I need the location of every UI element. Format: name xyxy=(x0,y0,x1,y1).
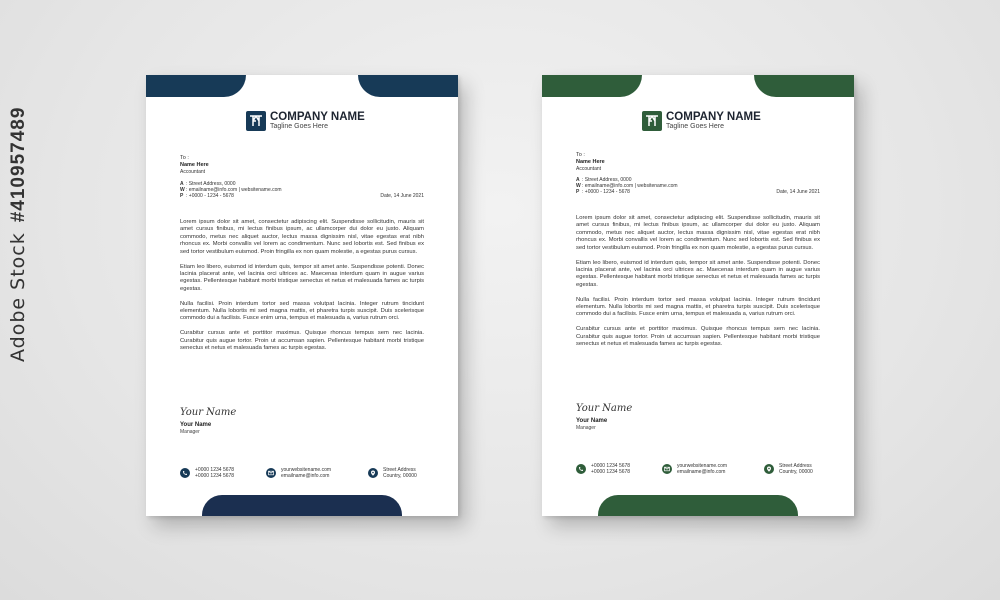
letter-body xyxy=(180,219,424,360)
signer-name: Your Name xyxy=(180,422,212,428)
phone-icon xyxy=(576,464,586,474)
signer-role: Manager xyxy=(576,425,596,431)
recipient-phone: : +0000 - 1234 - 5678 xyxy=(186,193,234,200)
footer-phone-line-1: +0000 1234 5678 xyxy=(591,463,631,469)
company-tagline: Tagline Goes Here xyxy=(270,123,328,130)
company-brand xyxy=(642,111,822,133)
phone-key: P xyxy=(576,189,580,196)
email-icon xyxy=(266,468,276,478)
stock-logo-text: Adobe Stock xyxy=(7,232,29,362)
company-logo-icon xyxy=(246,111,266,131)
company-logo-icon xyxy=(642,111,662,131)
recipient-contact xyxy=(180,181,282,200)
paragraph: Nulla facilisi. Proin interdum tortor sed massa volutpat lacinia. Integer rutrum tincidunt elementum. Nulla lobortis mi sed magna mattis, et pharetra turpis suscipit. Duis scelerisque commodo dui a facilisis. Fusce enim urna, tempus et malesuada a, varius rutrum orci. xyxy=(576,296,820,318)
paragraph: Lorem ipsum dolor sit amet, consectetur adipiscing elit. Suspendisse sollicitudin, mauris sit amet cursus finibus, mi lectus finibus ipsum, ac ullamcorper dui dolor eu justo. Aliquam commodo, metus nec aliquet auctor, lectus massa dignissim nisl, vitae egestas erat nibh rhoncus ex. Morbi convallis vel lorem ac condimentum. Nunc sed lobortis est. Sed finibus ex sed tortor vestibulum euismod. Proin fringilla ex non quam molestie, a egestas purus cursus. xyxy=(576,215,820,251)
signature: Your Name xyxy=(576,403,633,414)
paragraph: Lorem ipsum dolor sit amet, consectetur adipiscing elit. Suspendisse sollicitudin, mauris sit amet cursus finibus, mi lectus finibus ipsum, ac ullamcorper dui dolor eu justo. Aliquam commodo, metus nec aliquet auctor, lectus massa dignissim nisl, vitae egestas erat nibh rhoncus ex. Morbi convallis vel lorem ac condimentum. Nunc sed lobortis est. Sed finibus ex sed tortor vestibulum euismod. Proin fringilla ex non quam molestie, a egestas purus cursus. xyxy=(180,219,424,255)
letterhead-green xyxy=(542,75,854,516)
footer-phone-line-2: +0000 1234 5678 xyxy=(591,469,631,475)
signature: Your Name xyxy=(180,407,237,418)
stock-number: #410957489 xyxy=(8,106,29,223)
recipient-contact xyxy=(576,177,678,196)
email-icon xyxy=(662,464,672,474)
stock-watermark-id xyxy=(7,106,30,362)
footer-address-line-2: Country, 00000 xyxy=(383,473,417,479)
letter-date: Date, 14 June 2021 xyxy=(380,193,424,199)
top-right-accent-bar xyxy=(754,75,854,97)
paragraph: Curabitur cursus ante et porttitor maximus. Quisque rhoncus tempus sem nec lacinia. Curabitur quis augue tortor. Proin ut accumsan sapien. Pellentesque habitant morbi tristique senectus et netus et malesuada fames ac turpis egestas. xyxy=(576,326,820,348)
letter-body xyxy=(576,215,820,356)
footer-email: emailname@info.com xyxy=(677,469,726,475)
phone-key: P xyxy=(180,193,184,200)
bottom-accent-pill xyxy=(598,495,798,516)
letter-date: Date, 14 June 2021 xyxy=(776,189,820,195)
top-left-accent-bar xyxy=(542,75,642,97)
web-key: W xyxy=(180,187,185,194)
footer-address-line-1: Street Address xyxy=(383,467,416,473)
recipient-name: Name Here xyxy=(180,162,209,168)
footer-email: emailname@info.com xyxy=(281,473,330,479)
recipient-phone: : +0000 - 1234 - 5678 xyxy=(582,189,630,196)
signer-name: Your Name xyxy=(576,418,608,424)
recipient-web: : emailname@info.com | websitename.com xyxy=(186,187,282,194)
letterhead-navy xyxy=(146,75,458,516)
top-right-accent-bar xyxy=(358,75,458,97)
company-name: COMPANY NAME xyxy=(270,111,365,123)
web-key: W xyxy=(576,183,581,190)
top-left-accent-bar xyxy=(146,75,246,97)
footer-website: yourwebsitename.com xyxy=(281,467,332,473)
address-key: A xyxy=(576,177,580,183)
footer-phone-line-2: +0000 1234 5678 xyxy=(195,473,235,479)
paragraph: Etiam leo libero, euismod id interdum quis, tempor sit amet ante. Suspendisse potenti. Donec lacinia placerat ante, vel lacinia orci ultrices ac. Maecenas interdum quam in augue varius egestas. Pellentesque habitant morbi tristique senectus et netus et malesuada fames ac turpis egestas. xyxy=(576,259,820,288)
to-label: To : xyxy=(180,155,189,161)
paragraph: Curabitur cursus ante et porttitor maximus. Quisque rhoncus tempus sem nec lacinia. Curabitur quis augue tortor. Proin ut accumsan sapien. Pellentesque habitant morbi tristique senectus et netus et malesuada fames ac turpis egestas. xyxy=(180,330,424,352)
signer-role: Manager xyxy=(180,429,200,435)
footer-website: yourwebsitename.com xyxy=(677,463,728,469)
recipient-title: Accountant xyxy=(180,169,206,175)
recipient-name: Name Here xyxy=(576,159,605,165)
footer-phone-line-1: +0000 1234 5678 xyxy=(195,467,235,473)
footer-address-line-2: Country, 00000 xyxy=(779,469,813,475)
recipient-address: : Street Address, 0000 xyxy=(582,177,632,183)
phone-icon xyxy=(180,468,190,478)
to-label: To : xyxy=(576,152,585,158)
company-tagline: Tagline Goes Here xyxy=(666,123,724,130)
address-key: A xyxy=(180,181,184,187)
company-name: COMPANY NAME xyxy=(666,111,761,123)
footer-address-line-1: Street Address xyxy=(779,463,812,469)
recipient-web: : emailname@info.com | websitename.com xyxy=(582,183,678,190)
recipient-title: Accountant xyxy=(576,166,602,172)
location-icon xyxy=(764,464,774,474)
paragraph: Etiam leo libero, euismod id interdum quis, tempor sit amet ante. Suspendisse potenti. Donec lacinia placerat ante, vel lacinia orci ultrices ac. Maecenas interdum quam in augue varius egestas. Pellentesque habitant morbi tristique senectus et netus et malesuada fames ac turpis egestas. xyxy=(180,263,424,292)
recipient-address: : Street Address, 0000 xyxy=(186,181,236,187)
location-icon xyxy=(368,468,378,478)
paragraph: Nulla facilisi. Proin interdum tortor sed massa volutpat lacinia. Integer rutrum tincidunt elementum. Nulla lobortis mi sed magna mattis, et pharetra turpis suscipit. Duis scelerisque commodo dui a facilisis. Fusce enim urna, tempus et malesuada a, varius rutrum orci. xyxy=(180,300,424,322)
bottom-accent-pill xyxy=(202,495,402,516)
company-brand xyxy=(246,111,426,133)
